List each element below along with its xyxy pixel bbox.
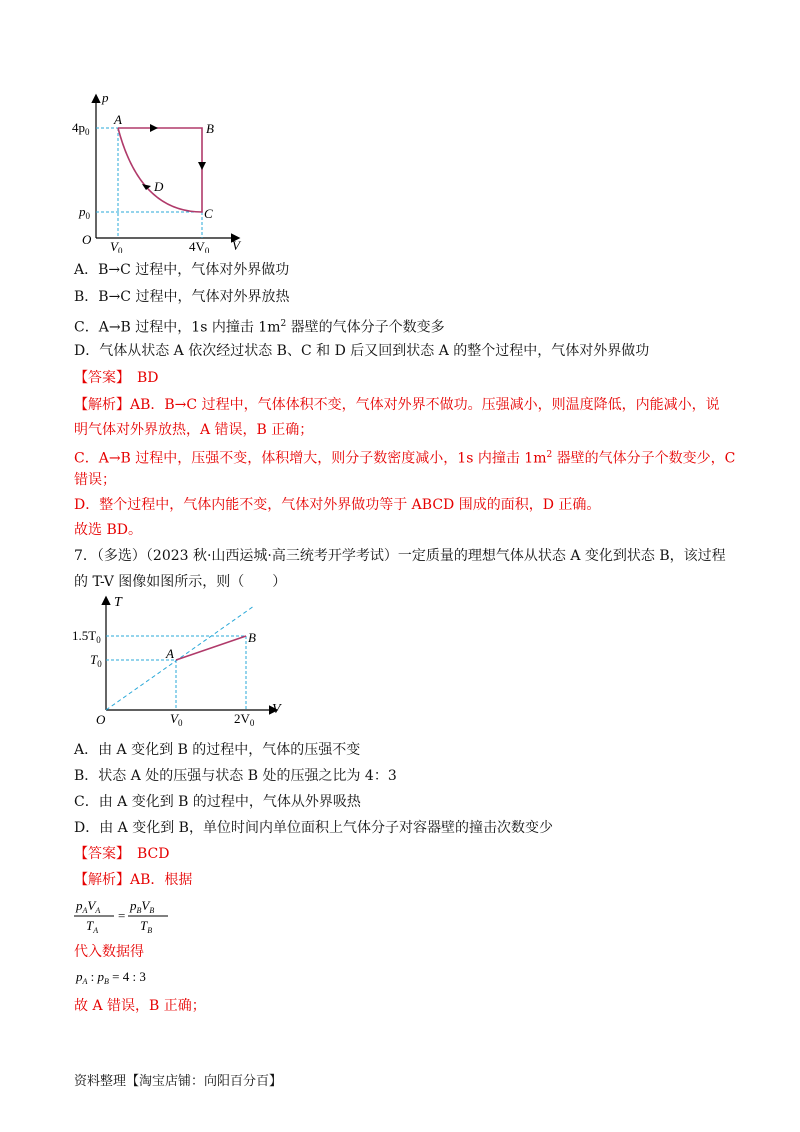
- q7-analysis-1: 【解析】AB．根据: [74, 872, 193, 888]
- tick-v0: $V_0$: [110, 239, 123, 253]
- label-origin-2: O: [96, 712, 106, 727]
- q6-analysis-3: C．A→B 过程中，压强不变，体积增大，则分子数密度减小，1s 内撞击 $1m^2$ 器壁的气体分子个数变少，C: [74, 450, 736, 467]
- cycle-path: [118, 128, 202, 212]
- pv-diagram: [70, 88, 250, 253]
- label-p: p: [102, 90, 109, 105]
- q7-option-c: C．由 A 变化到 B 的过程中，气体从外界吸热: [74, 794, 361, 810]
- point-a: A: [114, 112, 122, 127]
- point-d: D: [154, 179, 164, 194]
- q6-answer: 【答案】 BD: [74, 370, 159, 386]
- tick-4p0: $4p_0$: [72, 120, 90, 137]
- q7-option-b: B．状态 A 处的压强与状态 B 处的压强之比为 4：3: [74, 768, 397, 784]
- tick-t0: $T_0$: [90, 652, 102, 669]
- tv-diagram: [70, 592, 300, 732]
- page-footer: 资料整理【淘宝店铺：向阳百分百】: [74, 1074, 283, 1089]
- q7-option-a: A．由 A 变化到 B 的过程中，气体的压强不变: [74, 742, 361, 758]
- gas-law-formula: [74, 896, 174, 936]
- point-b-2: B: [248, 630, 256, 645]
- q7-stem-2: 的 T-V 图像如图所示，则（ ）: [74, 574, 287, 590]
- ratio-formula: [74, 966, 174, 988]
- tick-15t0: $1.5T_0$: [72, 628, 101, 645]
- svg-text:TB: $T_B$: [140, 918, 153, 935]
- tick-4v0: $4V_0$: [189, 239, 210, 253]
- label-t: T: [114, 595, 122, 610]
- q7-stem-1: 7．（多选）（2023 秋·山西运城·高三统考开学考试）一定质量的理想气体从状态 A 变化到状态 B，该过程: [74, 548, 726, 564]
- segment-ab: [176, 636, 246, 660]
- point-a-2: A: [166, 646, 174, 661]
- point-c: C: [204, 206, 213, 221]
- arrow-ab: [150, 124, 158, 132]
- tick-2v0: $2V_0$: [234, 711, 255, 728]
- q6-option-a: A．B→C 过程中，气体对外界做功: [74, 262, 290, 278]
- q7-option-d: D．由 A 变化到 B，单位时间内单位面积上气体分子对容器壁的撞击次数变少: [74, 820, 553, 836]
- q6-conclusion: 故选 BD。: [74, 522, 142, 538]
- q6-option-b: B．B→C 过程中，气体对外界放热: [74, 289, 290, 305]
- svg-text:=: =: [118, 908, 126, 923]
- tick-p0: $p_0$: [79, 204, 90, 221]
- q6-analysis-4: 错误；: [74, 472, 116, 488]
- q7-substitute: 代入数据得: [74, 944, 144, 960]
- q6-option-d: D．气体从状态 A 依次经过状态 B、C 和 D 后又回到状态 A 的整个过程中，气体对外界做功: [74, 343, 650, 359]
- arrow-bc: [198, 162, 206, 170]
- point-b: B: [206, 121, 214, 136]
- q6-analysis-2: 明气体对外界放热，A 错误，B 正确；: [74, 422, 314, 438]
- q7-answer: 【答案】 BCD: [74, 846, 170, 862]
- q7-conclusion: 故 A 错误，B 正确；: [74, 998, 206, 1014]
- tick-v0-2: $V_0$: [170, 711, 183, 728]
- svg-text:pAVA: $p_AV_A$: [76, 898, 101, 915]
- q6-option-c: C．A→B 过程中，1s 内撞击 $1m^2$ 器壁的气体分子个数变多: [74, 319, 445, 336]
- arrow-cd: [142, 184, 151, 190]
- svg-text:TA: $T_A$: [86, 918, 99, 935]
- q6-analysis-5: D．整个过程中，气体内能不变，气体对外界做功等于 ABCD 围成的面积，D 正确。: [74, 497, 601, 513]
- label-origin: O: [82, 232, 92, 247]
- label-v-2: V: [272, 702, 281, 717]
- svg-text:pA : pB = 4 : 3: $p_A$ : $p_B = 4$ : 3: [76, 969, 146, 986]
- q6-analysis-1: 【解析】AB．B→C 过程中，气体体积不变，气体对外界不做功。压强减小，则温度降低，内能减小，说: [74, 397, 720, 413]
- label-v: V: [232, 238, 240, 253]
- svg-text:pBVB: $p_BV_B$: [130, 898, 155, 915]
